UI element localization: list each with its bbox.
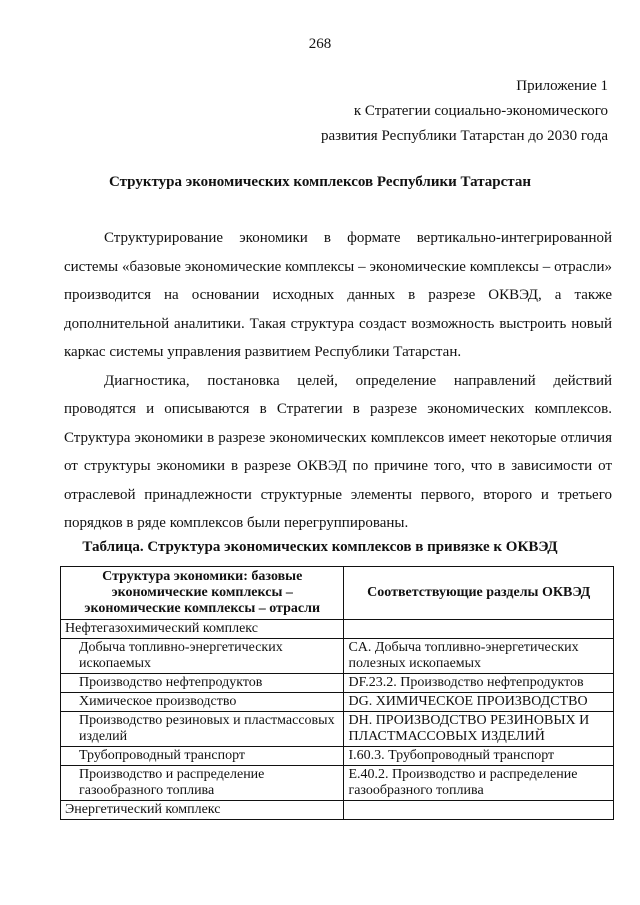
industry-cell: Производство и распределение газообразного топлива	[61, 766, 344, 801]
paragraph-2: Диагностика, постановка целей, определение направлений действий проводятся и описываются в Стратегии в разрезе экономических комплексов. Структура экономики в разрезе экономических комплексов имеет некоторые отличия от структуры экономики в разрезе ОКВЭД по причине того, что в зависимости от отраслевой принадлежности структурные элементы первого, второго и третьего порядков в ряде комплексов были перегруппированы.	[64, 372, 612, 531]
table-row	[61, 674, 614, 693]
table-header-okved: Соответствующие разделы ОКВЭД	[344, 567, 614, 620]
okved-cell: DG. ХИМИЧЕСКОЕ ПРОИЗВОДСТВО	[344, 693, 614, 712]
sector-cell: Энергетический комплекс	[61, 801, 344, 820]
table-row	[61, 639, 614, 674]
okved-table	[60, 566, 614, 820]
table-row	[61, 766, 614, 801]
appendix-line-2: к Стратегии социально-экономического	[353, 103, 608, 119]
appendix-line-3: развития Республики Татарстан до 2030 года	[321, 128, 608, 144]
table-header-row	[61, 567, 614, 620]
table-row	[61, 620, 614, 639]
industry-cell: Химическое производство	[61, 693, 344, 712]
table-row	[61, 693, 614, 712]
okved-cell: DH. ПРОИЗВОДСТВО РЕЗИНОВЫХ И ПЛАСТМАССОВЫХ ИЗДЕЛИЙ	[344, 712, 614, 747]
okved-cell	[344, 620, 614, 639]
sector-cell: Нефтегазохимический комплекс	[61, 620, 344, 639]
industry-cell: Производство нефтепродуктов	[61, 674, 344, 693]
table-row	[61, 712, 614, 747]
industry-cell: Добыча топливно-энергетических ископаемых	[61, 639, 344, 674]
okved-cell: DF.23.2. Производство нефтепродуктов	[344, 674, 614, 693]
okved-cell: CA. Добыча топливно-энергетических полезных ископаемых	[344, 639, 614, 674]
page-number: 268	[308, 36, 332, 52]
industry-cell: Производство резиновых и пластмассовых изделий	[61, 712, 344, 747]
body-text	[64, 224, 612, 538]
okved-cell	[344, 801, 614, 820]
table-row	[61, 747, 614, 766]
appendix-note	[321, 74, 608, 149]
document-title: Структура экономических комплексов Республики Татарстан	[109, 174, 531, 190]
paragraph-1: Структурирование экономики в формате вертикально-интегрированной системы «базовые экономические комплексы – экономические комплексы – отрасли» производится на основании исходных данных в разрезе ОКВЭД, а также дополнительной аналитики. Такая структура создаст возможность выстроить новый каркас системы управления развитием Республики Татарстан.	[64, 230, 612, 360]
appendix-line-1: Приложение 1	[516, 78, 608, 94]
okved-cell: I.60.3. Трубопроводный транспорт	[344, 747, 614, 766]
okved-cell: E.40.2. Производство и распределение газообразного топлива	[344, 766, 614, 801]
table-header-structure: Структура экономики: базовые экономические комплексы – экономические комплексы – отрасли	[61, 567, 344, 620]
table-caption: Таблица. Структура экономических комплексов в привязке к ОКВЭД	[82, 539, 558, 555]
industry-cell: Трубопроводный транспорт	[61, 747, 344, 766]
table-row	[61, 801, 614, 820]
